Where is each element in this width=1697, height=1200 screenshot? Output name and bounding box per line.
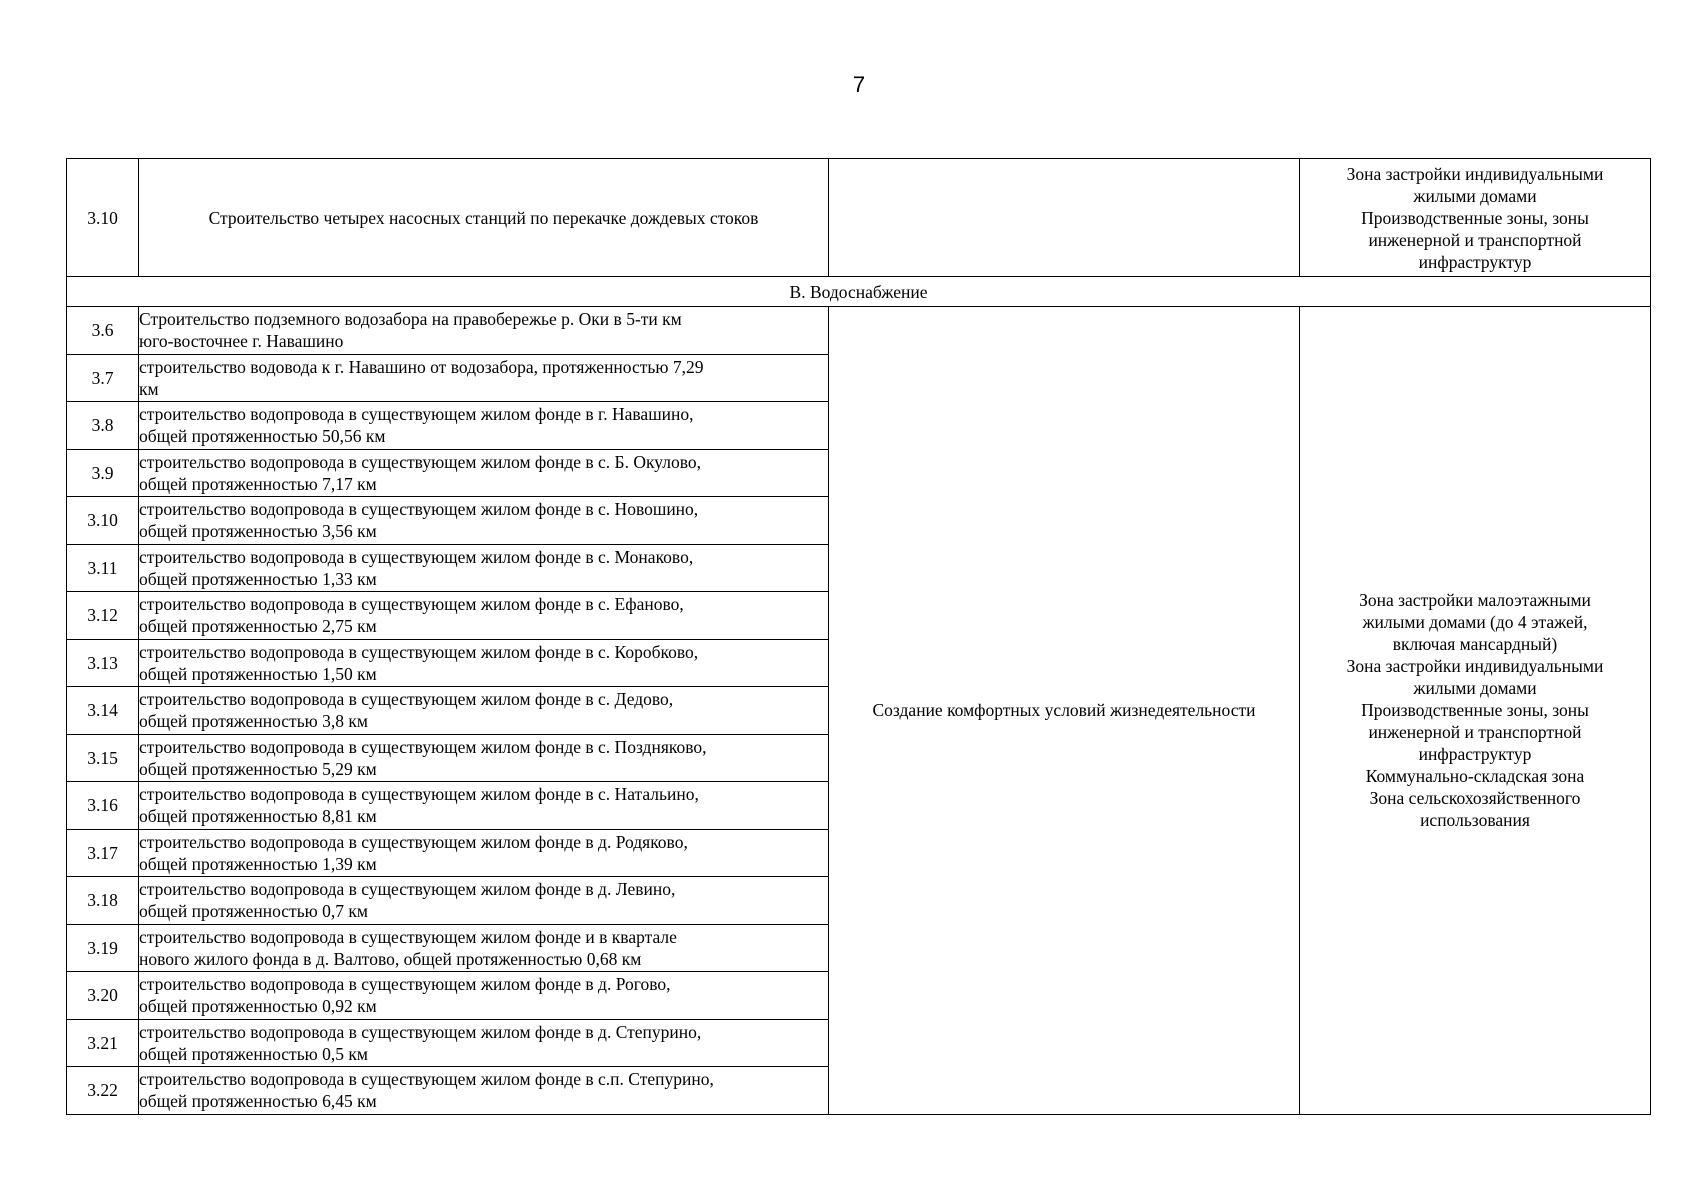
page-number: 7: [852, 72, 866, 97]
row-description: [139, 829, 829, 877]
description-line: строительство водопровода в существующем жилом фонде в с. Поздняково,: [139, 736, 707, 757]
zone-line: Производственные зоны, зоны: [1361, 207, 1589, 228]
row-number: 3.8: [67, 402, 139, 450]
description-line: строительство водопровода в существующем жилом фонде в с.п. Степурино,: [139, 1069, 714, 1090]
description-line: строительство водовода к г. Навашино от водозабора, протяженностью 7,29: [139, 356, 704, 377]
description-line: строительство водопровода в существующем жилом фонде в с. Новошино,: [139, 499, 699, 520]
zone-line: жилыми домами: [1413, 185, 1537, 206]
row-description: [139, 592, 829, 640]
description-line: строительство водопровода в существующем жилом фонде в с. Ефаново,: [139, 594, 684, 615]
row-goal: [829, 159, 1300, 277]
description-line: строительство водопровода в существующем жилом фонде в с. Б. Окулово,: [139, 451, 701, 472]
description-line: строительство водопровода в существующем жилом фонде в с. Натальино,: [139, 784, 699, 805]
zone-line: Зона сельскохозяйственного: [1369, 788, 1581, 809]
row-number: 3.10: [67, 159, 139, 277]
section-header-row: [67, 277, 1651, 307]
zone-line: Коммунально-складская зона: [1365, 766, 1585, 787]
description-line: строительство водопровода в существующем жилом фонде в с. Монаково,: [139, 546, 694, 567]
zone-line: использования: [1420, 810, 1530, 831]
description-line: строительство водопровода в существующем жилом фонде в с. Коробково,: [139, 641, 699, 662]
description-line: общей протяженностью 1,33 км: [139, 568, 377, 589]
zone-line: инженерной и транспортной: [1368, 229, 1582, 250]
zone-line: включая мансардный): [1392, 634, 1558, 655]
row-number: 3.15: [67, 734, 139, 782]
description-line: строительство водопровода в существующем жилом фонде и в квартале: [139, 926, 677, 947]
zone-line: Зона застройки малоэтажными: [1359, 590, 1591, 611]
description-line: строительство водопровода в существующем жилом фонде в д. Степурино,: [139, 1021, 702, 1042]
row-description: [139, 354, 829, 402]
row-number: 3.6: [67, 307, 139, 355]
row-description: [139, 972, 829, 1020]
row-description: [139, 687, 829, 735]
row-description: [139, 307, 829, 355]
row-number: 3.10: [67, 497, 139, 545]
row-description: [139, 734, 829, 782]
description-line: общей протяженностью 0,5 км: [139, 1043, 368, 1064]
description-line: строительство водопровода в существующем жилом фонде в д. Левино,: [139, 879, 676, 900]
description-line: общей протяженностью 2,75 км: [139, 616, 377, 637]
zone-line: инфраструктур: [1418, 251, 1532, 272]
row-number: 3.13: [67, 639, 139, 687]
row-number: 3.7: [67, 354, 139, 402]
description-line: общей протяженностью 1,50 км: [139, 663, 377, 684]
description-line: нового жилого фонда в д. Валтово, общей протяженностью 0,68 км: [139, 948, 642, 969]
row-number: 3.22: [67, 1067, 139, 1115]
zone-line: жилыми домами: [1413, 678, 1537, 699]
zone-line: Зона застройки индивидуальными: [1346, 656, 1604, 677]
row-description: [139, 1067, 829, 1115]
row-number: 3.16: [67, 782, 139, 830]
description-line: общей протяженностью 3,56 км: [139, 521, 377, 542]
description-line: строительство водопровода в существующем жилом фонде в д. Рогово,: [139, 974, 671, 995]
description-line: общей протяженностью 8,81 км: [139, 806, 377, 827]
row-number: 3.14: [67, 687, 139, 735]
row-description: Строительство четырех насосных станций по перекачке дождевых стоков: [139, 159, 829, 277]
description-line: общей протяженностью 0,7 км: [139, 901, 368, 922]
description-line: общей протяженностью 6,45 км: [139, 1091, 377, 1112]
description-line: строительство водопровода в существующем жилом фонде в с. Дедово,: [139, 689, 674, 710]
table-row: [67, 307, 1651, 355]
zone-line: жилыми домами (до 4 этажей,: [1362, 612, 1588, 633]
section-zones: [1300, 307, 1651, 1115]
description-line: строительство водопровода в существующем жилом фонде в д. Родяково,: [139, 831, 688, 852]
row-number: 3.12: [67, 592, 139, 640]
row-number: 3.18: [67, 877, 139, 925]
description-line: общей протяженностью 7,17 км: [139, 473, 377, 494]
row-number: 3.21: [67, 1019, 139, 1067]
row-number: 3.20: [67, 972, 139, 1020]
row-description: [139, 782, 829, 830]
section-title: В. Водоснабжение: [67, 277, 1651, 307]
row-number: 3.17: [67, 829, 139, 877]
measures-table: [66, 158, 1651, 1115]
row-number: 3.9: [67, 449, 139, 497]
row-description: [139, 639, 829, 687]
row-zones: [1300, 159, 1651, 277]
row-description: [139, 877, 829, 925]
row-description: [139, 924, 829, 972]
table-row-storm-pumps: [67, 159, 1651, 277]
row-description: [139, 449, 829, 497]
description-line: юго-восточнее г. Навашино: [139, 331, 344, 352]
row-description: [139, 544, 829, 592]
section-goal: Создание комфортных условий жизнедеятельности: [829, 307, 1300, 1115]
row-number: 3.11: [67, 544, 139, 592]
description-line: строительство водопровода в существующем жилом фонде в г. Навашино,: [139, 404, 694, 425]
row-number: 3.19: [67, 924, 139, 972]
zone-line: Производственные зоны, зоны: [1361, 700, 1589, 721]
description-line: общей протяженностью 5,29 км: [139, 758, 377, 779]
zone-line: инженерной и транспортной: [1368, 722, 1582, 743]
row-description: [139, 1019, 829, 1067]
row-description: [139, 497, 829, 545]
description-line: общей протяженностью 50,56 км: [139, 426, 386, 447]
description-line: общей протяженностью 1,39 км: [139, 853, 377, 874]
description-line: км: [139, 378, 159, 399]
row-description: [139, 402, 829, 450]
description-line: общей протяженностью 0,92 км: [139, 996, 377, 1017]
description-line: общей протяженностью 3,8 км: [139, 711, 368, 732]
description-line: Строительство подземного водозабора на правобережье р. Оки в 5-ти км: [139, 309, 682, 330]
zone-line: Зона застройки индивидуальными: [1346, 163, 1604, 184]
zone-line: инфраструктур: [1418, 744, 1532, 765]
